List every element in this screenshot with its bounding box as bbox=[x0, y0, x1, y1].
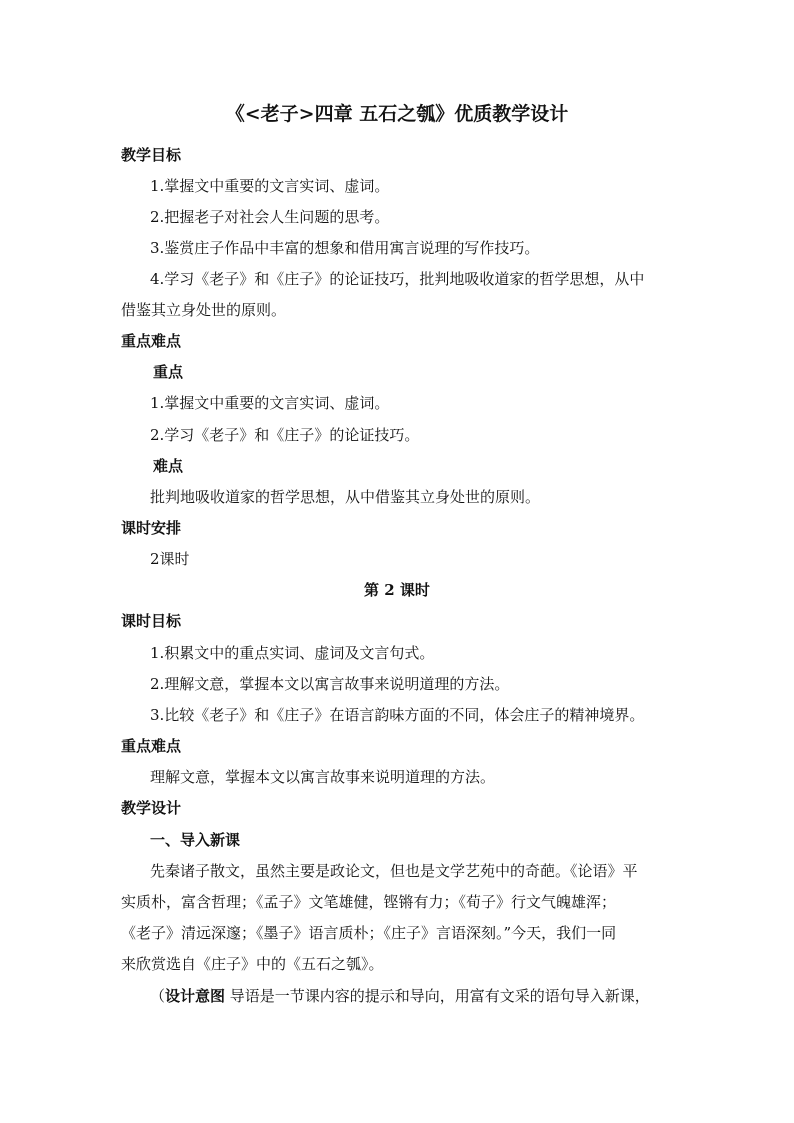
intro-paragraph-line: 《老子》清远深邃；《墨子》语言质朴；《庄子》言语深刻。”今天，我们一同 bbox=[121, 924, 617, 942]
heading-lesson-key-difficult: 重点难点 bbox=[121, 737, 182, 755]
heading-teaching-design: 教学设计 bbox=[121, 799, 182, 817]
design-intent-line bbox=[150, 986, 650, 1006]
lesson-goal-item: 2.理解文意，掌握本文以寓言故事来说明道理的方法。 bbox=[150, 675, 510, 693]
goal-item: 4.学习《老子》和《庄子》的论证技巧，批判地吸收道家的哲学思想，从中 bbox=[150, 270, 645, 288]
difficult-text: 批判地吸收道家的哲学思想，从中借鉴其立身处世的原则。 bbox=[150, 488, 541, 506]
lesson-goal-item: 1.积累文中的重点实词、虚词及文言句式。 bbox=[150, 644, 435, 662]
heading-lesson-goals: 课时目标 bbox=[121, 612, 182, 630]
goal-item: 3.鉴赏庄子作品中丰富的想象和借用寓言说理的写作技巧。 bbox=[150, 239, 540, 257]
goal-item: 2.把握老子对社会人生问题的思考。 bbox=[150, 208, 390, 226]
page-title: 《<老子>四章 五石之瓠》优质教学设计 bbox=[225, 103, 569, 125]
lesson-goal-item: 3.比较《老子》和《庄子》在语言韵味方面的不同，体会庄子的精神境界。 bbox=[150, 706, 645, 724]
subheading-difficult: 难点 bbox=[153, 457, 184, 475]
lesson-keypoints-text: 理解文意，掌握本文以寓言故事来说明道理的方法。 bbox=[150, 768, 496, 786]
design-intent-label: 设计意图 bbox=[165, 987, 226, 1005]
goal-item-continued: 借鉴其立身处世的原则。 bbox=[121, 301, 287, 319]
subheading-key: 重点 bbox=[153, 363, 184, 381]
schedule-text: 2课时 bbox=[150, 550, 190, 568]
heading-teaching-goals: 教学目标 bbox=[121, 146, 182, 164]
subheading-intro: 一、导入新课 bbox=[150, 831, 241, 849]
key-item: 2.学习《老子》和《庄子》的论证技巧。 bbox=[150, 426, 420, 444]
design-intent-text: 导语是一节课内容的提示和导向，用富有文采的语句导入新课， bbox=[225, 987, 650, 1005]
design-intent-open-paren: （ bbox=[150, 987, 166, 1005]
heading-schedule: 课时安排 bbox=[121, 519, 182, 537]
intro-paragraph-line: 实质朴，富含哲理；《孟子》文笔雄健，铿锵有力；《荀子》行文气魄雄浑； bbox=[121, 893, 617, 911]
intro-paragraph-line: 来欣赏选自《庄子》中的《五石之瓠》。 bbox=[121, 955, 384, 973]
lesson-heading: 第 2 课时 bbox=[364, 581, 430, 599]
intro-paragraph-line: 先秦诸子散文，虽然主要是政论文，但也是文学艺苑中的奇葩。《论语》平 bbox=[150, 862, 638, 880]
heading-key-difficult: 重点难点 bbox=[121, 332, 182, 350]
key-item: 1.掌握文中重要的文言实词、虚词。 bbox=[150, 394, 390, 412]
goal-item: 1.掌握文中重要的文言实词、虚词。 bbox=[150, 177, 390, 195]
